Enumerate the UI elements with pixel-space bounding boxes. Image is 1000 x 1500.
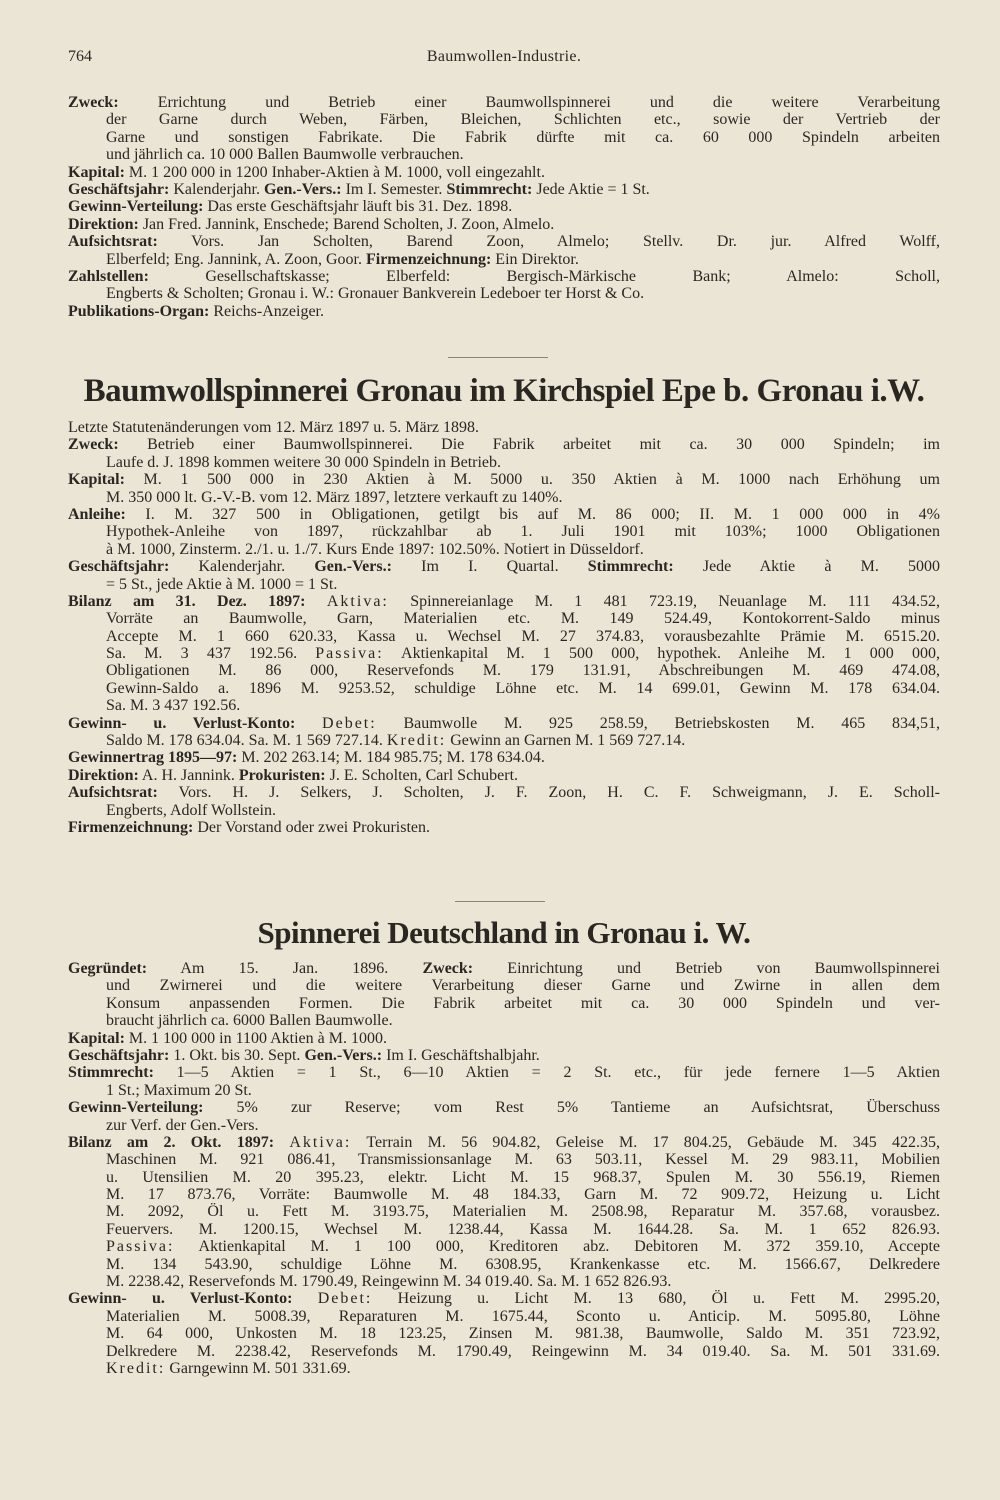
- text-line: [68, 541, 940, 558]
- paragraph: [68, 1047, 940, 1064]
- text: [274, 1134, 289, 1151]
- text-line: [68, 1308, 940, 1325]
- text-line: [68, 1117, 940, 1134]
- paragraph: [68, 419, 940, 436]
- spaced-label: Debet:: [317, 1290, 373, 1308]
- text-line: [68, 419, 940, 436]
- text-line: [68, 164, 940, 181]
- field-label: Firmenzeichnung:: [68, 818, 194, 836]
- field-label: Prokuristen:: [238, 766, 326, 784]
- section-2-title: Baumwollspinnerei Gronau im Kirchspiel Epe b. Gronau i.W.: [83, 373, 925, 409]
- text-line: [68, 995, 940, 1012]
- field-label: Zweck:: [422, 960, 474, 977]
- spaced-label: Kredit:: [386, 732, 447, 750]
- text: Jede Aktie à M. 5000: [673, 558, 941, 576]
- text-line: [68, 662, 940, 679]
- text: Garne und sonstigen Fabrikate. Die Fabrik dürfte mit ca. 60 000 Spindeln arbeiten: [106, 128, 940, 146]
- text: Im I. Geschäftshalbjahr.: [382, 1046, 540, 1064]
- field-label: Gewinn-Verteilung:: [68, 198, 204, 216]
- text-line: [68, 1273, 940, 1290]
- text: Feuervers. M. 1200.15, Wechsel M. 1238.44, Kassa M. 1644.28. Sa. M. 1 652 826.93.: [106, 1220, 940, 1238]
- field-label: Gegründet:: [68, 960, 148, 977]
- text-line: [68, 749, 940, 766]
- field-label: Gen.-Vers.:: [263, 180, 342, 198]
- text-line: [68, 1238, 940, 1255]
- text-line: [68, 1169, 940, 1186]
- text: Terrain M. 56 904.82, Geleise M. 17 804.25, Gebäude M. 345 422.35,: [351, 1133, 941, 1151]
- text-line: [68, 303, 940, 320]
- field-label: Zweck:: [68, 436, 119, 454]
- paragraph: [68, 960, 940, 1030]
- text: Reichs-Anzeiger.: [209, 302, 324, 320]
- field-label: Stimmrecht:: [587, 558, 674, 576]
- text: Maschinen M. 921 086.41, Transmissionsanlage M. 63 503.11, Kessel M. 29 983.11, Mobilien: [106, 1151, 940, 1169]
- text: Im I. Semester.: [341, 180, 447, 198]
- text: A. H. Jannink.: [138, 766, 239, 784]
- text-line: [68, 436, 940, 453]
- field-label: Geschäftsjahr:: [68, 558, 170, 576]
- text: M. 2238.42, Reservefonds M. 1790.49, Reingewinn M. 34 019.40. Sa. M. 1 652 826.93.: [106, 1273, 672, 1291]
- text: Letzte Statutenänderungen vom 12. März 1897 u. 5. März 1898.: [68, 419, 479, 436]
- text: Vors. H. J. Selkers, J. Scholten, J. F. Zoon, H. C. F. Schweigmann, J. E. Scholl-: [157, 784, 940, 802]
- text: 5% zur Reserve; vom Rest 5% Tantieme an Aufsichtsrat, Überschuss: [203, 1099, 940, 1117]
- text: Einrichtung und Betrieb von Baumwollspinnerei: [473, 960, 940, 977]
- text: zur Verf. der Gen.-Vers.: [106, 1116, 259, 1134]
- text-line: [68, 784, 940, 801]
- text: Engberts, Adolf Wollstein.: [106, 801, 276, 819]
- text-line: [68, 146, 940, 163]
- section-divider: [455, 901, 545, 902]
- text-line: [68, 489, 940, 506]
- spaced-label: Kredit:: [106, 1359, 166, 1377]
- text-line: [68, 576, 940, 593]
- text: M. 1 100 000 in 1100 Aktien à M. 1000.: [124, 1029, 387, 1047]
- text: Accepte M. 1 660 620.33, Kassa u. Wechsel M. 27 374.83, vorausbezahlte Prämie M. 6515.20.: [106, 627, 940, 645]
- text: Hypothek-Anleihe von 1897, rückzahlbar ab 1. Juli 1901 mit 103%; 1000 Obligationen: [106, 523, 940, 541]
- text: Laufe d. J. 1898 kommen weitere 30 000 Spindeln in Betrieb.: [106, 453, 502, 471]
- text: und Zwirnerei und die weitere Verarbeitung dieser Garne und Zwirne in allen dem: [106, 977, 940, 995]
- text: Jede Aktie = 1 St.: [532, 180, 650, 198]
- section-divider: [448, 357, 548, 358]
- text: Sa. M. 3 437 192.56.: [106, 697, 241, 715]
- text: Das erste Geschäftsjahr läuft bis 31. Dez. 1898.: [203, 198, 513, 216]
- text: 1. Okt. bis 30. Sept.: [169, 1046, 305, 1064]
- paragraph: [68, 436, 940, 471]
- field-label: Aufsichtsrat:: [68, 233, 158, 251]
- text-line: [68, 960, 940, 977]
- field-label: Gewinn-Verteilung:: [68, 1099, 204, 1117]
- paragraph: [68, 1134, 940, 1291]
- paragraph: [68, 767, 940, 784]
- text-line: [68, 523, 940, 540]
- text-line: [68, 1099, 940, 1116]
- field-label: Direktion:: [68, 215, 139, 233]
- field-label: Gen.-Vers.:: [304, 1046, 383, 1064]
- text: Der Vorstand oder zwei Prokuristen.: [193, 818, 431, 836]
- text: = 5 St., jede Aktie à M. 1000 = 1 St.: [106, 575, 338, 593]
- text-line: [68, 680, 940, 697]
- field-label: Gewinn- u. Verlust-Konto:: [68, 1290, 293, 1308]
- text: Vors. Jan Scholten, Barend Zoon, Almelo; Stellv. Dr. jur. Alfred Wolff,: [157, 233, 940, 251]
- paragraph: [68, 1030, 940, 1047]
- text: Baumwolle M. 925 258.59, Betriebskosten M. 465 834,51,: [376, 714, 941, 732]
- field-label: Zweck:: [68, 94, 119, 111]
- text-line: [68, 454, 940, 471]
- text: M. 1 500 000 in 230 Aktien à M. 5000 u. 350 Aktien à M. 1000 nach Erhöhung um: [124, 471, 940, 489]
- text: Aktienkapital M. 1 500 000, hypothek. Anleihe M. 1 000 000,: [383, 645, 941, 663]
- text-line: [68, 767, 940, 784]
- section-2-body: [68, 419, 940, 836]
- spaced-label: Aktiva:: [289, 1133, 352, 1151]
- paragraph: [68, 1099, 940, 1134]
- field-label: Gen.-Vers.:: [314, 558, 392, 576]
- field-label: Kapital:: [68, 163, 125, 181]
- paragraph: [68, 558, 940, 593]
- paragraph: [68, 216, 940, 233]
- text: Am 15. Jan. 1896.: [147, 960, 423, 977]
- paragraph: [68, 1064, 940, 1099]
- paragraph: [68, 268, 940, 303]
- field-label: Gewinn- u. Verlust-Konto:: [68, 714, 296, 732]
- field-label: Publikations-Organ:: [68, 302, 210, 320]
- field-label: Direktion:: [68, 766, 139, 784]
- text-line: [68, 251, 940, 268]
- paragraph: [68, 303, 940, 320]
- text: Ein Direktor.: [491, 250, 579, 268]
- running-title: Baumwollen-Industrie.: [426, 48, 582, 65]
- text: Garngewinn M. 501 331.69.: [165, 1359, 351, 1377]
- text-line: [68, 1151, 940, 1168]
- paragraph: [68, 1290, 940, 1377]
- paragraph: [68, 593, 940, 715]
- text-line: [68, 285, 940, 302]
- paragraph: [68, 94, 940, 164]
- text-line: [68, 645, 940, 662]
- text: à M. 1000, Zinsterm. 2./1. u. 1./7. Kurs Ende 1897: 102.50%. Notiert in Düsseldorf.: [106, 540, 644, 558]
- text: Obligationen M. 86 000, Reservefonds M. 179 131.91, Abschreibungen M. 469 474.08,: [106, 662, 940, 680]
- text-line: [68, 1186, 940, 1203]
- text-line: [68, 1360, 940, 1377]
- page-number: 764: [68, 48, 92, 65]
- text: Jan Fred. Jannink, Enschede; Barend Scholten, J. Zoon, Almelo.: [138, 215, 555, 233]
- text: Konsum anpassenden Formen. Die Fabrik arbeitet mit ca. 30 000 Spindeln und ver-: [106, 994, 940, 1012]
- text: M. 202 263.14; M. 184 985.75; M. 178 634.04.: [237, 749, 545, 767]
- text-line: [68, 129, 940, 146]
- text: Materialien M. 5008.39, Reparaturen M. 1675.44, Sconto u. Anticip. M. 5095.80, Löhne: [106, 1307, 940, 1325]
- text: Aktienkapital M. 1 100 000, Kreditoren abz. Debitoren M. 372 359.10, Accepte: [174, 1238, 940, 1256]
- text-line: [68, 1047, 940, 1064]
- text: J. E. Scholten, Carl Schubert.: [325, 766, 519, 784]
- text: [305, 593, 326, 610]
- spaced-label: Aktiva:: [326, 592, 389, 610]
- text: Gesellschaftskasse; Elberfeld: Bergisch-Märkische Bank; Almelo: Scholl,: [148, 267, 940, 285]
- text-line: [68, 1134, 940, 1151]
- spaced-label: Passiva:: [106, 1238, 175, 1256]
- text-line: [68, 268, 940, 285]
- text: Vorräte an Baumwolle, Garn, Materialien etc. M. 149 524.49, Kontokorrent-Saldo minus: [106, 610, 940, 628]
- text: Gewinn an Garnen M. 1 569 727.14.: [446, 732, 686, 750]
- text-line: [68, 233, 940, 250]
- paragraph: [68, 715, 940, 750]
- text: Sa. M. 3 437 192.56.: [106, 645, 316, 663]
- field-label: Geschäftsjahr:: [68, 180, 170, 198]
- field-label: Aufsichtsrat:: [68, 784, 158, 802]
- text: I. M. 327 500 in Obligationen, getilgt bis auf M. 86 000; II. M. 1 000 000 in 4%: [125, 505, 940, 523]
- text: Saldo M. 178 634.04. Sa. M. 1 569 727.14.: [106, 732, 387, 750]
- paragraph: [68, 233, 940, 268]
- paragraph: [68, 784, 940, 819]
- text-line: [68, 181, 940, 198]
- text-line: [68, 558, 940, 575]
- field-label: Stimmrecht:: [446, 180, 533, 198]
- text: M. 350 000 lt. G.-V.-B. vom 12. März 1897, letztere verkauft zu 140%.: [106, 488, 563, 506]
- text: M. 134 543.90, schuldige Löhne M. 6308.95, Krankenkasse etc. M. 1566.67, Delkredere: [106, 1255, 940, 1273]
- text-line: [68, 1030, 940, 1047]
- text-line: [68, 198, 940, 215]
- field-label: Stimmrecht:: [68, 1064, 154, 1082]
- section-1-body: [68, 94, 940, 320]
- text: 1—5 Aktien = 1 St., 6—10 Aktien = 2 St. etc., für jede fernere 1—5 Aktien: [153, 1064, 940, 1082]
- text-line: [68, 628, 940, 645]
- text: Gewinn-Saldo a. 1896 M. 9253.52, schuldige Löhne etc. M. 14 699.01, Gewinn M. 178 634.04.: [106, 679, 940, 697]
- text-line: [68, 1343, 940, 1360]
- text: [292, 1290, 317, 1307]
- text-line: [68, 111, 940, 128]
- text: und jährlich ca. 10 000 Ballen Baumwolle verbrauchen.: [106, 146, 464, 164]
- text: [295, 715, 322, 732]
- field-label: Kapital:: [68, 471, 125, 489]
- text: Betrieb einer Baumwollspinnerei. Die Fabrik arbeitet mit ca. 30 000 Spindeln; im: [118, 436, 940, 454]
- text: Kalenderjahr.: [169, 558, 315, 576]
- field-label: Zahlstellen:: [68, 267, 149, 285]
- text: Elberfeld; Eng. Jannink, A. Zoon, Goor.: [106, 250, 366, 268]
- field-label: Firmenzeichnung:: [365, 250, 492, 268]
- text-line: [68, 1221, 940, 1238]
- text: braucht jährlich ca. 6000 Ballen Baumwolle.: [106, 1012, 393, 1030]
- text-line: [68, 610, 940, 627]
- text-line: [68, 1012, 940, 1029]
- paragraph: [68, 198, 940, 215]
- text-line: [68, 1290, 940, 1307]
- paragraph: [68, 164, 940, 181]
- text: Im I. Quartal.: [391, 558, 588, 576]
- text: Errichtung und Betrieb einer Baumwollspinnerei und die weitere Verarbeitung: [118, 94, 940, 111]
- page-header: [68, 48, 940, 68]
- text: der Garne durch Weben, Färben, Bleichen, Schlichten etc., sowie der Vertrieb der: [106, 111, 940, 129]
- text: Engberts & Scholten; Gronau i. W.: Gronauer Bankverein Ledeboer ter Horst & Co.: [106, 285, 645, 303]
- text-line: [68, 1256, 940, 1273]
- text-line: [68, 1325, 940, 1342]
- field-label: Gewinnertrag 1895—97:: [68, 749, 238, 767]
- text-line: [68, 697, 940, 714]
- text-line: [68, 715, 940, 732]
- spaced-label: Passiva:: [315, 645, 384, 663]
- paragraph: [68, 181, 940, 198]
- text-line: [68, 471, 940, 488]
- text-line: [68, 977, 940, 994]
- text-line: [68, 94, 940, 111]
- text: M. 17 873.76, Vorräte: Baumwolle M. 48 184.33, Garn M. 72 909.72, Heizung u. Licht: [106, 1186, 940, 1204]
- text-line: [68, 593, 940, 610]
- paragraph: [68, 471, 940, 506]
- text-line: [68, 506, 940, 523]
- text-line: [68, 216, 940, 233]
- text-line: [68, 802, 940, 819]
- text: 1 St.; Maximum 20 St.: [106, 1081, 252, 1099]
- text: Delkredere M. 2238.42, Reservefonds M. 1790.49, Reingewinn M. 34 019.40. Sa. M. 501 331.69.: [106, 1342, 940, 1360]
- section-3-body: [68, 960, 940, 1377]
- field-label: Anleihe:: [68, 505, 126, 523]
- paragraph: [68, 819, 940, 836]
- text-line: [68, 1064, 940, 1081]
- text: u. Utensilien M. 20 395.23, elektr. Licht M. 15 968.37, Spulen M. 30 556.19, Riemen: [106, 1168, 940, 1186]
- text: M. 2092, Öl u. Fett M. 3193.75, Materialien M. 2508.98, Reparatur M. 357.68, vorausbez.: [106, 1203, 940, 1221]
- spaced-label: Debet:: [322, 714, 377, 732]
- field-label: Bilanz am 2. Okt. 1897:: [68, 1133, 275, 1151]
- field-label: Kapital:: [68, 1029, 125, 1047]
- field-label: Geschäftsjahr:: [68, 1046, 170, 1064]
- text: Kalenderjahr.: [169, 180, 264, 198]
- text: M. 64 000, Unkosten M. 18 123.25, Zinsen M. 981.38, Baumwolle, Saldo M. 351 723.92,: [106, 1325, 940, 1343]
- text: Spinnereianlage M. 1 481 723.19, Neuanlage M. 111 434.52,: [388, 592, 941, 610]
- section-3-title: Spinnerei Deutschland in Gronau i. W.: [257, 915, 751, 950]
- text-line: [68, 1203, 940, 1220]
- text-line: [68, 732, 940, 749]
- paragraph: [68, 749, 940, 766]
- paragraph: [68, 506, 940, 558]
- text-line: [68, 1082, 940, 1099]
- text: Heizung u. Licht M. 13 680, Öl u. Fett M. 2995.20,: [372, 1290, 941, 1308]
- text: M. 1 200 000 in 1200 Inhaber-Aktien à M. 1000, voll eingezahlt.: [124, 163, 545, 181]
- text-line: [68, 819, 940, 836]
- field-label: Bilanz am 31. Dez. 1897:: [68, 592, 306, 610]
